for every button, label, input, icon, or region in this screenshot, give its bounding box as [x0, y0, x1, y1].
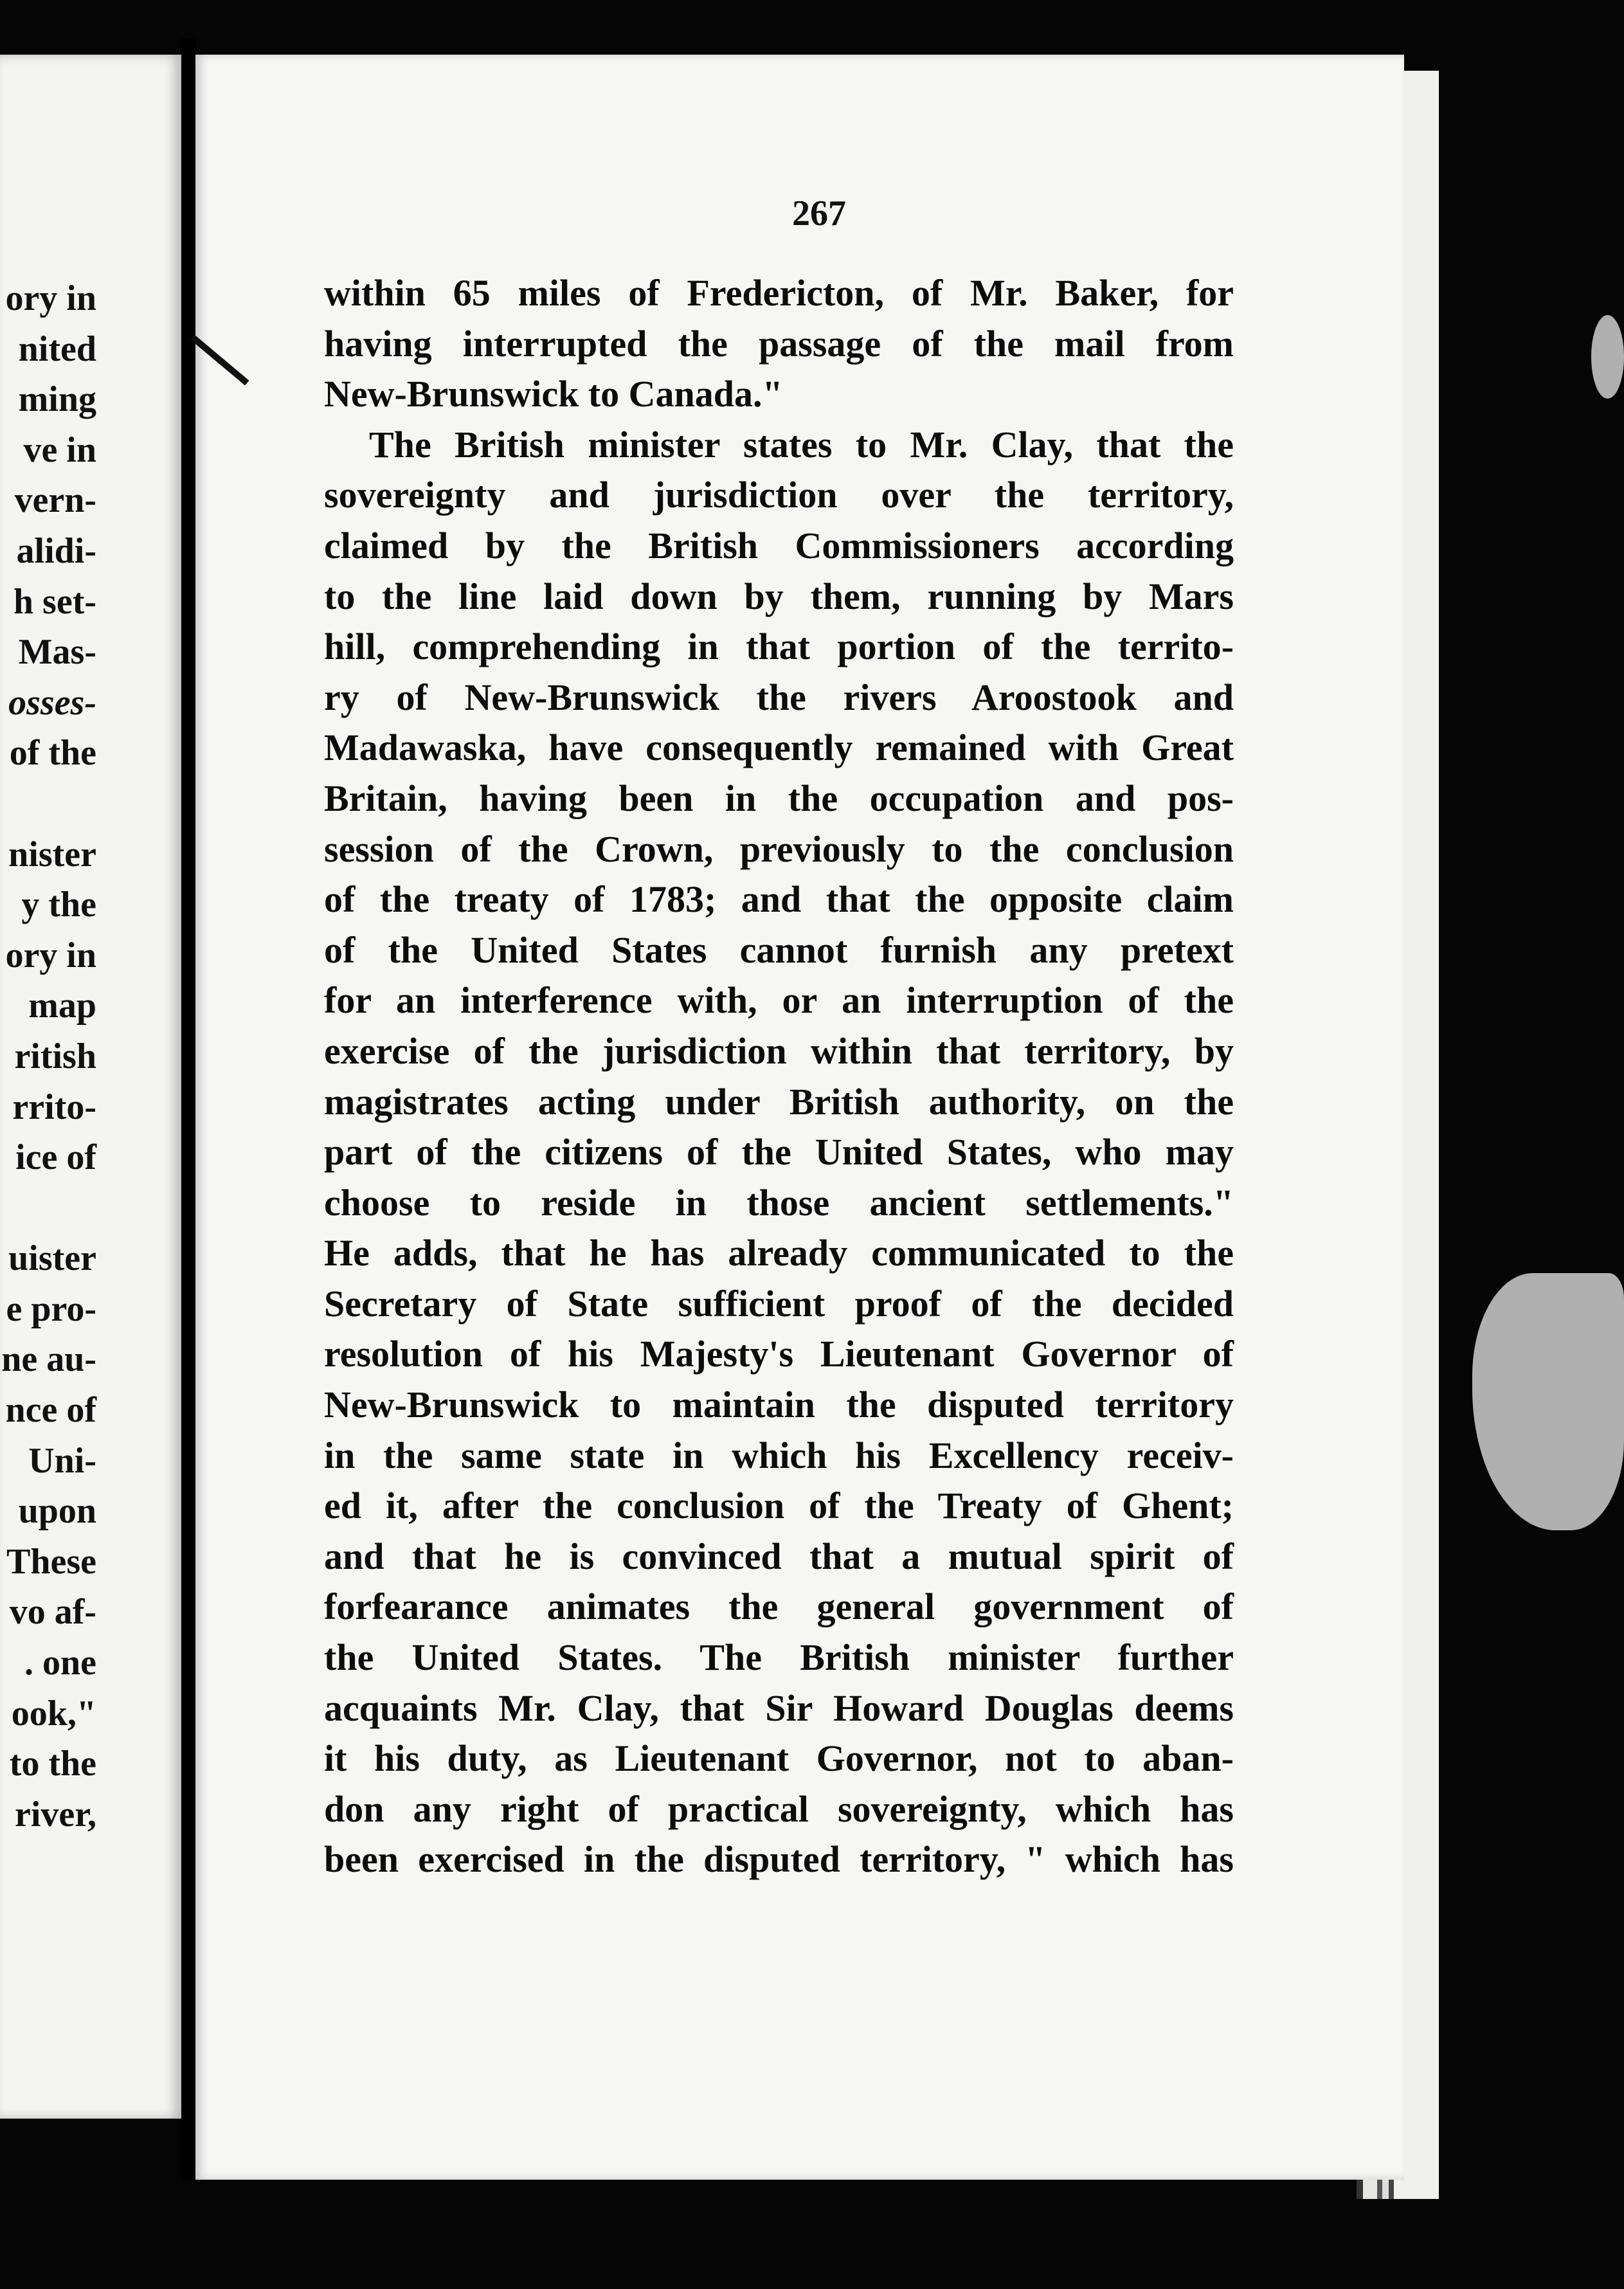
text-line: sovereignty and jurisdiction over the territory,	[324, 474, 1234, 516]
text-line: Secretary of State sufficient proof of the decided	[324, 1282, 1234, 1325]
left-page-line: of the	[9, 733, 96, 774]
page-number: 267	[792, 194, 846, 233]
left-page-line: ice of	[15, 1137, 96, 1178]
left-facing-page	[0, 55, 181, 2119]
left-page-line: ve in	[23, 430, 96, 470]
body-text	[324, 268, 1234, 1885]
text-line: ed it, after the conclusion of the Treaty of Ghent;	[324, 1485, 1234, 1527]
left-page-text	[0, 273, 96, 1840]
left-page-line: These	[6, 1541, 96, 1582]
left-page-line: nce of	[5, 1390, 96, 1431]
text-line: for an interference with, or an interruption of the	[324, 979, 1234, 1022]
text-line: New-Brunswick to Canada."	[324, 373, 783, 415]
text-line: session of the Crown, previously to the conclusion	[324, 828, 1234, 870]
text-line: it his duty, as Lieutenant Governor, not to aban-	[324, 1737, 1234, 1780]
text-line: resolution of his Majesty's Lieutenant Governor of	[324, 1333, 1234, 1375]
text-line: Britain, having been in the occupation and pos-	[324, 777, 1234, 819]
text-line: of the United States cannot furnish any pretext	[324, 928, 1234, 971]
text-line: don any right of practical sovereignty, which has	[324, 1787, 1234, 1830]
left-page-line: nited	[18, 329, 96, 369]
left-page-line: y the	[21, 885, 96, 925]
text-line: claimed by the British Commissioners according	[324, 524, 1234, 566]
left-page-line: river,	[15, 1794, 96, 1834]
text-line: acquaints Mr. Clay, that Sir Howard Douglas deems	[324, 1687, 1234, 1729]
text-line: having interrupted the passage of the mail from	[324, 322, 1234, 365]
left-page-line: ory in	[5, 935, 96, 975]
text-line: in the same state in which his Excellency receiv-	[324, 1434, 1234, 1476]
left-page-line: upon	[18, 1491, 96, 1532]
text-line: the United States. The British minister further	[324, 1636, 1234, 1679]
left-page-line: Mas-	[18, 632, 96, 673]
left-page-line: . one	[24, 1643, 96, 1683]
left-page-line: osses-	[8, 682, 96, 723]
left-page-line: ritish	[14, 1036, 96, 1076]
text-line: to the line laid down by them, running by Mars	[324, 575, 1234, 617]
left-page-line: ook,"	[11, 1693, 96, 1733]
left-page-line: uister	[8, 1238, 96, 1279]
left-page-line: ne au-	[1, 1339, 96, 1380]
left-page-line: e pro-	[6, 1289, 96, 1329]
text-line: choose to reside in those ancient settlements."	[324, 1181, 1234, 1224]
left-page-line: vo af-	[9, 1592, 96, 1633]
main-page	[195, 55, 1404, 2180]
left-page-line: ory in	[5, 278, 96, 318]
text-line: of the treaty of 1783; and that the opposite claim	[324, 878, 1234, 921]
left-page-line: to the	[9, 1744, 96, 1784]
text-line: part of the citizens of the United States, who may	[324, 1131, 1234, 1173]
left-page-line	[0, 779, 96, 829]
text-line: hill, comprehending in that portion of the territo-	[324, 626, 1234, 668]
paper-stain-top-right	[1591, 315, 1624, 399]
text-line: forfearance animates the general government of	[324, 1586, 1234, 1628]
text-line: exercise of the jurisdiction within that territory, by	[324, 1029, 1234, 1072]
book-gutter	[181, 39, 195, 2180]
left-page-line: h set-	[13, 581, 96, 622]
text-line: been exercised in the disputed territory, " which has	[324, 1838, 1234, 1881]
text-line: magistrates acting under British authority, on the	[324, 1080, 1234, 1123]
left-page-line: vern-	[14, 480, 96, 521]
text-line: Madawaska, have consequently remained with Great	[324, 727, 1234, 769]
left-page-line: ming	[18, 379, 96, 420]
text-line: and that he is convinced that a mutual spirit of	[324, 1535, 1234, 1577]
left-page-line: nister	[8, 834, 96, 874]
text-line: New-Brunswick to maintain the disputed territory	[324, 1384, 1234, 1426]
left-page-line: Uni-	[28, 1440, 96, 1481]
left-page-line: rrito-	[12, 1087, 96, 1127]
text-line: He adds, that he has already communicated to the	[324, 1232, 1234, 1274]
left-page-line	[0, 1183, 96, 1234]
text-line: The British minister states to Mr. Clay, that the	[369, 423, 1234, 466]
left-page-line: map	[28, 986, 96, 1026]
left-page-line: alidi-	[16, 530, 96, 571]
text-line: ry of New-Brunswick the rivers Aroostook and	[324, 676, 1234, 718]
text-line: within 65 miles of Fredericton, of Mr. Baker, for	[324, 272, 1234, 314]
